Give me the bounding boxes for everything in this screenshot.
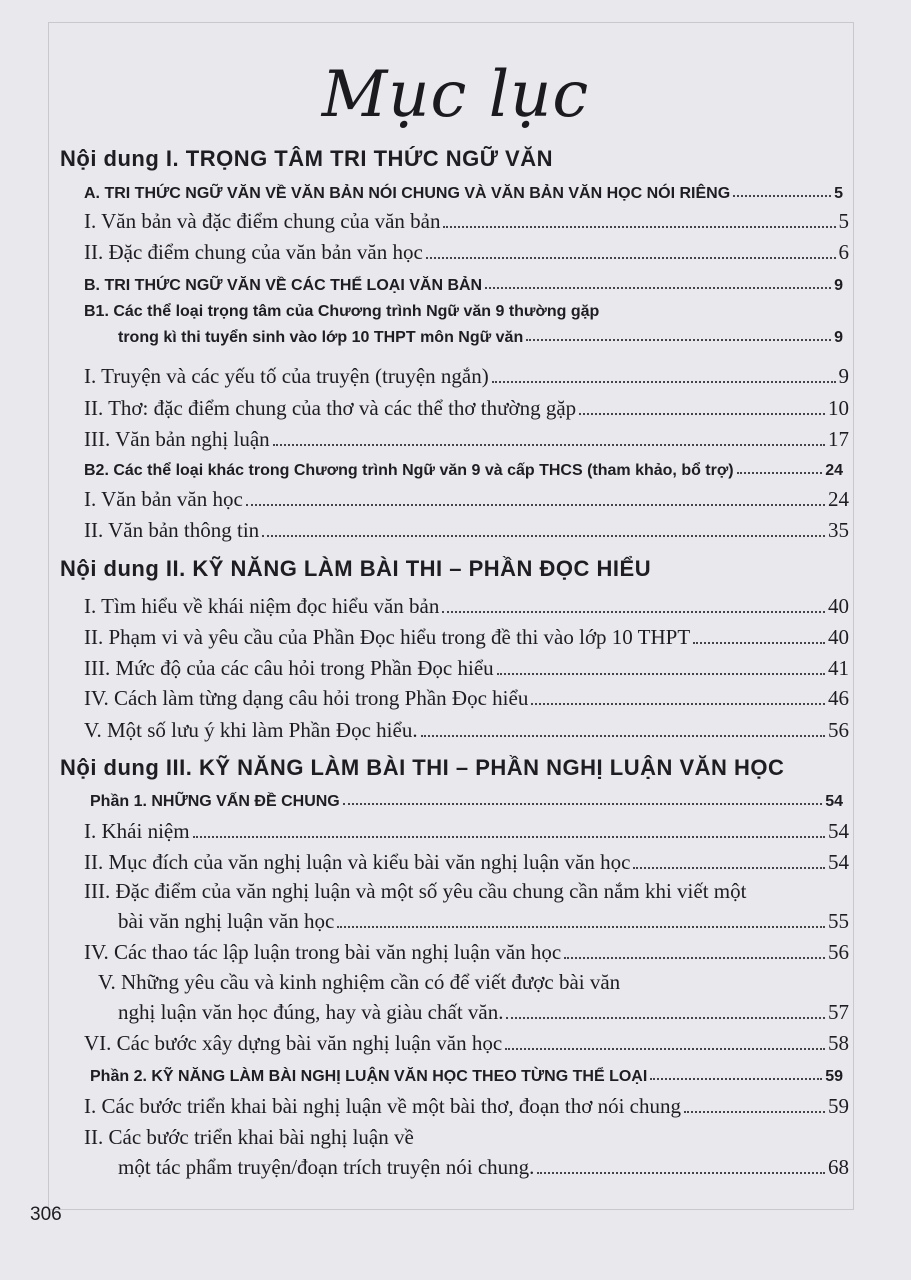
toc-entry[interactable]: một tác phẩm truyện/đoạn trích truyện nói chung. 68	[118, 1155, 849, 1179]
toc-entry[interactable]: bài văn nghị luận văn học 55	[118, 909, 849, 933]
toc-entry[interactable]: IV. Cách làm từng dạng câu hỏi trong Phần Đọc hiểu 46	[84, 686, 849, 710]
toc-entry[interactable]: trong kì thi tuyển sinh vào lớp 10 THPT môn Ngữ văn 9	[118, 329, 843, 346]
toc-entry[interactable]: III. Văn bản nghị luận 17	[84, 427, 849, 451]
toc-entry[interactable]: I. Văn bản văn học 24	[84, 487, 849, 511]
page-title: Mục lục	[321, 58, 590, 132]
toc-entry[interactable]: II. Đặc điểm chung của văn bản văn học 6	[84, 240, 849, 264]
toc-entry[interactable]: I. Các bước triển khai bài nghị luận về một bài thơ, đoạn thơ nói chung 59	[84, 1094, 849, 1118]
toc-entry[interactable]: V. Một số lưu ý khi làm Phần Đọc hiểu. 56	[84, 718, 849, 742]
toc-entry-line1[interactable]: V. Những yêu cầu và kinh nghiệm cần có để viết được bài văn	[98, 970, 621, 994]
part-heading: Nội dung I. TRỌNG TÂM TRI THỨC NGỮ VĂN	[60, 146, 554, 171]
toc-entry[interactable]: A. TRI THỨC NGỮ VĂN VỀ VĂN BẢN NÓI CHUNG VÀ VĂN BẢN VĂN HỌC NÓI RIÊNG 5	[84, 185, 843, 202]
part-heading: Nội dung II. KỸ NĂNG LÀM BÀI THI – PHẦN ĐỌC HIỂU	[60, 556, 652, 581]
toc-entry[interactable]: Phần 2. KỸ NĂNG LÀM BÀI NGHỊ LUẬN VĂN HỌC THEO TỪNG THỂ LOẠI 59	[90, 1068, 843, 1085]
toc-entry[interactable]: I. Truyện và các yếu tố của truyện (truyện ngắn) 9	[84, 364, 849, 388]
toc-entry-line1[interactable]: B1. Các thể loại trọng tâm của Chương trình Ngữ văn 9 thường gặp	[84, 303, 600, 320]
toc-entry[interactable]: II. Mục đích của văn nghị luận và kiểu bài văn nghị luận văn học 54	[84, 850, 849, 874]
toc-entry[interactable]: III. Mức độ của các câu hỏi trong Phần Đọc hiểu 41	[84, 656, 849, 680]
toc-entry[interactable]: B. TRI THỨC NGỮ VĂN VỀ CÁC THỂ LOẠI VĂN BẢN 9	[84, 277, 843, 294]
toc-entry[interactable]: B2. Các thể loại khác trong Chương trình Ngữ văn 9 và cấp THCS (tham khảo, bổ trợ) 24	[84, 462, 843, 479]
toc-entry[interactable]: IV. Các thao tác lập luận trong bài văn nghị luận văn học 56	[84, 940, 849, 964]
part-heading: Nội dung III. KỸ NĂNG LÀM BÀI THI – PHẦN NGHỊ LUẬN VĂN HỌC	[60, 755, 785, 780]
toc-entry-line1[interactable]: III. Đặc điểm của văn nghị luận và một số yêu cầu chung cần nắm khi viết một	[84, 879, 747, 903]
toc-entry[interactable]: Phần 1. NHỮNG VẤN ĐỀ CHUNG 54	[90, 793, 843, 810]
toc-entry[interactable]: I. Văn bản và đặc điểm chung của văn bản 5	[84, 209, 849, 233]
toc-entry[interactable]: I. Tìm hiểu về khái niệm đọc hiểu văn bản 40	[84, 594, 849, 618]
toc-entry[interactable]: II. Thơ: đặc điểm chung của thơ và các thể thơ thường gặp 10	[84, 396, 849, 420]
toc-entry[interactable]: VI. Các bước xây dựng bài văn nghị luận văn học 58	[84, 1031, 849, 1055]
toc-entry[interactable]: nghị luận văn học đúng, hay và giàu chất văn. 57	[118, 1000, 849, 1024]
page-number: 306	[30, 1204, 62, 1225]
toc-entry[interactable]: II. Phạm vi và yêu cầu của Phần Đọc hiểu trong đề thi vào lớp 10 THPT 40	[84, 625, 849, 649]
toc-entry[interactable]: II. Văn bản thông tin 35	[84, 518, 849, 542]
toc-entry[interactable]: I. Khái niệm 54	[84, 819, 849, 843]
toc-entry-line1[interactable]: II. Các bước triển khai bài nghị luận về	[84, 1125, 414, 1149]
